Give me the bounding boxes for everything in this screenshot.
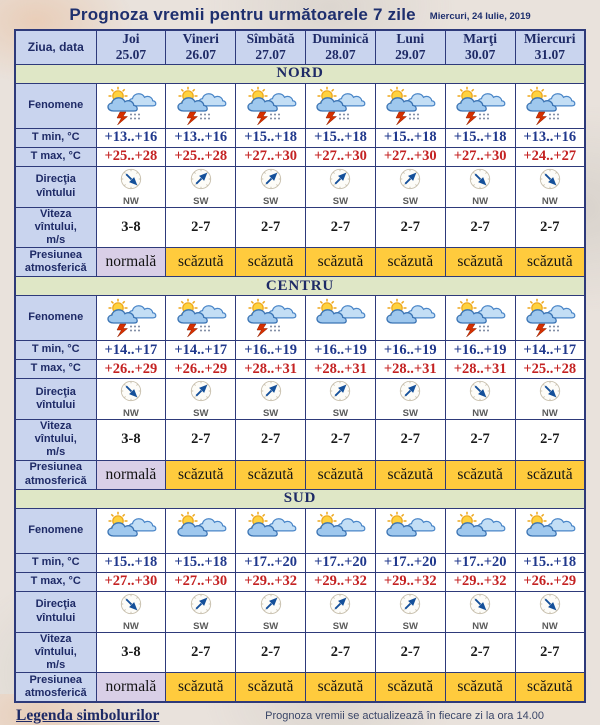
row-label-tmin: T min, °C (15, 553, 96, 572)
wind-direction-row (15, 379, 585, 420)
tmax-cell: +27..+30 (445, 147, 515, 166)
compass-nw-icon (468, 379, 492, 407)
partly-cloudy-icon (306, 298, 375, 338)
pressure-cell: scăzută (306, 248, 376, 277)
tmax-cell: +25..+28 (96, 147, 166, 166)
thunderstorm-icon (166, 298, 235, 338)
tmax-row (15, 572, 585, 591)
compass-nw-icon (538, 379, 562, 407)
wind-speed-cell: 2-7 (515, 632, 585, 673)
day-header: Sîmbătă 27.07 (236, 30, 306, 64)
wind-speed-cell: 2-7 (445, 420, 515, 461)
thunderstorm-icon (516, 86, 584, 126)
tmax-cell: +28..+31 (306, 360, 376, 379)
phenomena-cell (375, 83, 445, 128)
row-label-wind-direction: Direcţia vîntului (15, 166, 96, 207)
wind-direction-cell (166, 591, 236, 632)
day-date-header: Ziua, data (15, 30, 96, 64)
phenomena-cell (166, 296, 236, 341)
pressure-cell: scăzută (166, 673, 236, 702)
pressure-cell: scăzută (236, 248, 306, 277)
wind-speed-cell: 2-7 (236, 632, 306, 673)
phenomena-cell (236, 508, 306, 553)
phenomena-cell (306, 508, 376, 553)
tmin-cell: +15..+18 (515, 553, 585, 572)
wind-speed-cell: 2-7 (515, 207, 585, 248)
tmax-cell: +29..+32 (445, 572, 515, 591)
partly-cloudy-icon (376, 511, 445, 551)
tmax-row (15, 147, 585, 166)
thunderstorm-icon (97, 298, 166, 338)
row-label-phenomena: Fenomene (15, 508, 96, 553)
tmax-row (15, 360, 585, 379)
update-note: Prognoza vremii se actualizează în fiecare zi la ora 14.00 (265, 709, 544, 722)
row-label-wind-direction: Direcţia vîntului (15, 591, 96, 632)
wind-direction-label: NW (123, 408, 139, 420)
tmin-cell: +13..+16 (96, 128, 166, 147)
wind-direction-cell (375, 166, 445, 207)
day-header: Luni 29.07 (375, 30, 445, 64)
wind-direction-cell (515, 379, 585, 420)
row-label-pressure: Presiunea atmosferică (15, 673, 96, 702)
wind-speed-cell: 2-7 (445, 632, 515, 673)
tmin-cell: +14..+17 (515, 341, 585, 360)
day-header: Vineri 26.07 (166, 30, 236, 64)
report-date: Miercuri, 24 Iulie, 2019 (429, 11, 531, 22)
tmax-cell: +29..+32 (375, 572, 445, 591)
thunderstorm-icon (376, 86, 445, 126)
pressure-cell: scăzută (515, 460, 585, 489)
wind-speed-cell: 2-7 (445, 207, 515, 248)
wind-direction-label: SW (332, 195, 349, 207)
wind-direction-label: NW (541, 408, 558, 420)
pressure-cell: scăzută (306, 460, 376, 489)
compass-sw-icon (328, 592, 352, 620)
tmin-row (15, 341, 585, 360)
tmin-cell: +14..+17 (96, 341, 166, 360)
compass-sw-icon (328, 379, 352, 407)
thunderstorm-icon (516, 298, 584, 338)
wind-direction-cell (236, 166, 306, 207)
page-header (0, 0, 600, 29)
region-header-row (15, 64, 585, 83)
wind-direction-label: NW (472, 408, 489, 420)
wind-direction-cell (445, 591, 515, 632)
row-label-tmax: T max, °C (15, 360, 96, 379)
phenomena-row (15, 83, 585, 128)
pressure-cell: scăzută (515, 248, 585, 277)
row-label-phenomena: Fenomene (15, 83, 96, 128)
tmax-cell: +28..+31 (236, 360, 306, 379)
tmax-cell: +29..+32 (306, 572, 376, 591)
wind-direction-label: NW (472, 195, 489, 207)
wind-direction-label: NW (123, 195, 139, 207)
wind-speed-row (15, 420, 585, 461)
thunderstorm-icon (446, 86, 515, 126)
wind-direction-cell (96, 591, 166, 632)
tmax-cell: +28..+31 (375, 360, 445, 379)
phenomena-cell (515, 83, 585, 128)
wind-speed-cell: 2-7 (306, 632, 376, 673)
tmax-cell: +27..+30 (375, 147, 445, 166)
wind-direction-label: NW (541, 620, 558, 632)
wind-direction-cell (166, 166, 236, 207)
wind-direction-label: SW (402, 620, 418, 632)
tmin-cell: +16..+19 (236, 341, 306, 360)
pressure-cell: scăzută (515, 673, 585, 702)
thunderstorm-icon (236, 298, 305, 338)
pressure-cell: scăzută (445, 673, 515, 702)
compass-sw-icon (398, 592, 422, 620)
tmax-cell: +24..+27 (515, 147, 585, 166)
tmin-cell: +17..+20 (375, 553, 445, 572)
compass-nw-icon (538, 592, 562, 620)
pressure-row (15, 460, 585, 489)
tmax-cell: +27..+30 (96, 572, 166, 591)
tmin-cell: +15..+18 (166, 553, 236, 572)
phenomena-cell (445, 508, 515, 553)
tmin-cell: +13..+16 (166, 128, 236, 147)
pressure-cell: scăzută (166, 248, 236, 277)
thunderstorm-icon (306, 86, 375, 126)
pressure-row (15, 673, 585, 702)
region-header-row (15, 489, 585, 508)
wind-speed-cell: 2-7 (375, 420, 445, 461)
partly-cloudy-icon (306, 511, 375, 551)
compass-sw-icon (189, 167, 213, 195)
pressure-cell: scăzută (166, 460, 236, 489)
region-header: CENTRU (15, 277, 585, 296)
wind-speed-cell: 2-7 (166, 420, 236, 461)
pressure-cell: normală (96, 248, 166, 277)
wind-speed-cell: 3-8 (96, 420, 166, 461)
tmin-cell: +17..+20 (306, 553, 376, 572)
tmin-cell: +14..+17 (166, 341, 236, 360)
thunderstorm-icon (236, 86, 305, 126)
wind-direction-cell (96, 379, 166, 420)
compass-nw-icon (468, 167, 492, 195)
partly-cloudy-icon (166, 511, 235, 551)
wind-speed-cell: 2-7 (306, 420, 376, 461)
phenomena-cell (96, 296, 166, 341)
wind-direction-label: SW (262, 620, 279, 632)
row-label-pressure: Presiunea atmosferică (15, 248, 96, 277)
pressure-cell: scăzută (445, 248, 515, 277)
wind-speed-cell: 3-8 (96, 207, 166, 248)
tmax-cell: +26..+29 (515, 572, 585, 591)
compass-sw-icon (398, 167, 422, 195)
row-label-tmin: T min, °C (15, 128, 96, 147)
forecast-table (14, 29, 586, 703)
wind-direction-label: SW (193, 195, 209, 207)
day-header: Joi 25.07 (96, 30, 166, 64)
footer (16, 707, 586, 725)
region-header: SUD (15, 489, 585, 508)
row-label-wind-direction: Direcţia vîntului (15, 379, 96, 420)
wind-speed-cell: 3-8 (96, 632, 166, 673)
wind-speed-cell: 2-7 (236, 420, 306, 461)
compass-nw-icon (468, 592, 492, 620)
wind-direction-cell (445, 166, 515, 207)
tmax-cell: +28..+31 (445, 360, 515, 379)
tmax-cell: +27..+30 (306, 147, 376, 166)
row-label-phenomena: Fenomene (15, 296, 96, 341)
wind-direction-cell (306, 379, 376, 420)
wind-direction-cell (515, 166, 585, 207)
compass-sw-icon (328, 167, 352, 195)
tmax-cell: +26..+29 (96, 360, 166, 379)
partly-cloudy-icon (97, 511, 166, 551)
wind-speed-cell: 2-7 (375, 632, 445, 673)
tmax-cell: +27..+30 (166, 572, 236, 591)
wind-speed-cell: 2-7 (236, 207, 306, 248)
wind-direction-label: SW (262, 195, 279, 207)
phenomena-cell (375, 296, 445, 341)
phenomena-row (15, 296, 585, 341)
compass-nw-icon (119, 167, 143, 195)
region-header: NORD (15, 64, 585, 83)
wind-direction-cell (306, 166, 376, 207)
wind-speed-cell: 2-7 (166, 207, 236, 248)
pressure-cell: normală (96, 460, 166, 489)
wind-speed-cell: 2-7 (375, 207, 445, 248)
phenomena-cell (96, 508, 166, 553)
tmax-cell: +26..+29 (166, 360, 236, 379)
day-header: Duminică 28.07 (306, 30, 376, 64)
tmin-cell: +16..+19 (445, 341, 515, 360)
row-label-tmax: T max, °C (15, 147, 96, 166)
pressure-cell: scăzută (375, 460, 445, 489)
phenomena-cell (445, 296, 515, 341)
compass-sw-icon (259, 592, 283, 620)
wind-speed-cell: 2-7 (166, 632, 236, 673)
day-header: Miercuri 31.07 (515, 30, 585, 64)
tmin-cell: +15..+18 (96, 553, 166, 572)
wind-direction-cell (375, 591, 445, 632)
pressure-cell: scăzută (236, 673, 306, 702)
wind-direction-cell (306, 591, 376, 632)
region-header-row (15, 277, 585, 296)
phenomena-row (15, 508, 585, 553)
wind-speed-row (15, 207, 585, 248)
wind-direction-label: NW (472, 620, 489, 632)
wind-direction-row (15, 166, 585, 207)
compass-nw-icon (119, 592, 143, 620)
tmin-cell: +17..+20 (236, 553, 306, 572)
wind-direction-label: SW (402, 408, 418, 420)
pressure-cell: scăzută (375, 673, 445, 702)
wind-direction-label: SW (193, 408, 209, 420)
wind-direction-label: SW (193, 620, 209, 632)
thunderstorm-icon (166, 86, 235, 126)
phenomena-cell (306, 296, 376, 341)
wind-direction-cell (166, 379, 236, 420)
compass-sw-icon (259, 379, 283, 407)
wind-direction-label: NW (123, 620, 139, 632)
phenomena-cell (515, 508, 585, 553)
wind-direction-label: SW (402, 195, 418, 207)
wind-direction-cell (375, 379, 445, 420)
partly-cloudy-icon (376, 298, 445, 338)
wind-direction-cell (96, 166, 166, 207)
table-header-row (15, 30, 585, 64)
tmin-row (15, 553, 585, 572)
thunderstorm-icon (446, 298, 515, 338)
tmin-cell: +16..+19 (375, 341, 445, 360)
legend-link[interactable]: Legenda simbolurilor (16, 706, 160, 724)
compass-nw-icon (538, 167, 562, 195)
pressure-cell: scăzută (236, 460, 306, 489)
phenomena-cell (445, 83, 515, 128)
tmin-cell: +17..+20 (445, 553, 515, 572)
phenomena-cell (236, 296, 306, 341)
tmax-cell: +29..+32 (236, 572, 306, 591)
phenomena-cell (166, 508, 236, 553)
wind-speed-cell: 2-7 (306, 207, 376, 248)
wind-speed-cell: 2-7 (515, 420, 585, 461)
phenomena-cell (236, 83, 306, 128)
partly-cloudy-icon (446, 511, 515, 551)
row-label-wind-speed: Viteza vîntului, m/s (15, 632, 96, 673)
compass-sw-icon (189, 592, 213, 620)
phenomena-cell (375, 508, 445, 553)
page-title: Prognoza vremii pentru următoarele 7 zile (69, 5, 416, 24)
wind-direction-cell (236, 591, 306, 632)
compass-sw-icon (189, 379, 213, 407)
row-label-tmin: T min, °C (15, 341, 96, 360)
tmax-cell: +27..+30 (236, 147, 306, 166)
pressure-cell: scăzută (445, 460, 515, 489)
tmin-cell: +15..+18 (375, 128, 445, 147)
row-label-wind-speed: Viteza vîntului, m/s (15, 420, 96, 461)
tmin-row (15, 128, 585, 147)
row-label-wind-speed: Viteza vîntului, m/s (15, 207, 96, 248)
partly-cloudy-icon (516, 511, 584, 551)
tmin-cell: +16..+19 (306, 341, 376, 360)
tmin-cell: +15..+18 (445, 128, 515, 147)
wind-direction-cell (445, 379, 515, 420)
phenomena-cell (515, 296, 585, 341)
wind-direction-label: SW (262, 408, 279, 420)
wind-direction-row (15, 591, 585, 632)
tmin-cell: +13..+16 (515, 128, 585, 147)
partly-cloudy-icon (236, 511, 305, 551)
wind-direction-label: SW (332, 620, 349, 632)
wind-direction-label: SW (332, 408, 349, 420)
compass-sw-icon (398, 379, 422, 407)
row-label-tmax: T max, °C (15, 572, 96, 591)
tmax-cell: +25..+28 (166, 147, 236, 166)
tmax-cell: +25..+28 (515, 360, 585, 379)
wind-speed-row (15, 632, 585, 673)
pressure-row (15, 248, 585, 277)
compass-sw-icon (259, 167, 283, 195)
phenomena-cell (306, 83, 376, 128)
tmin-cell: +15..+18 (236, 128, 306, 147)
thunderstorm-icon (97, 86, 166, 126)
tmin-cell: +15..+18 (306, 128, 376, 147)
pressure-cell: scăzută (306, 673, 376, 702)
wind-direction-cell (236, 379, 306, 420)
pressure-cell: scăzută (375, 248, 445, 277)
wind-direction-cell (515, 591, 585, 632)
compass-nw-icon (119, 379, 143, 407)
phenomena-cell (166, 83, 236, 128)
day-header: Marţi 30.07 (445, 30, 515, 64)
wind-direction-label: NW (541, 195, 558, 207)
row-label-pressure: Presiunea atmosferică (15, 460, 96, 489)
pressure-cell: normală (96, 673, 166, 702)
phenomena-cell (96, 83, 166, 128)
